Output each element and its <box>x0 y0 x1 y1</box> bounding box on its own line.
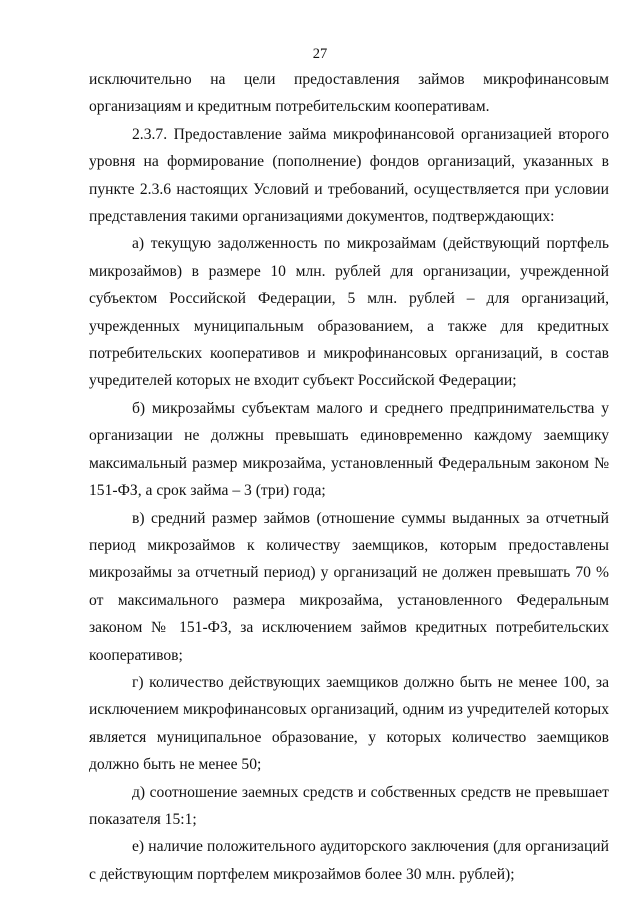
paragraph-continuation-line: исключительно на цели предоставления займов микрофинансовым <box>89 71 609 88</box>
paragraph-continuation: организациям и кредитным потребительским кооперативам. <box>89 98 490 116</box>
page-number: 27 <box>312 46 328 62</box>
paragraph-item-b: б) микрозаймы субъектам малого и среднего предпринимательства у организации не должны превышать единовременно каждому заемщику максимальный размер микрозайма, установленный Федеральным законом № 151-ФЗ, а срок займа – 3 (три) года; <box>89 399 609 500</box>
paragraph-item-g: г) количество действующих заемщиков должно быть не менее 100, за исключением микрофинансовых организаций, одним из учредителей которых является муниципальное образование, у которых количество заемщиков должно быть не менее 50; <box>89 673 609 774</box>
paragraph-item-e: е) наличие положительного аудиторского заключения (для организаций с действующим портфелем микрозаймов более 30 млн. рублей); <box>89 838 609 883</box>
paragraph-2-3-7: 2.3.7. Предоставление займа микрофинансовой организацией второго уровня на формирование (пополнение) фондов организаций, указанных в пункте 2.3.6 настоящих Условий и требований, осуществляется при условии представления такими организациями документов, подтверждающих: <box>89 125 609 226</box>
paragraph-item-a: а) текущую задолженность по микрозаймам (действующий портфель микрозаймов) в размере 10 млн. рублей для организации, учрежденной субъектом Российской Федерации, 5 млн. рублей – для организаций, учрежденных муниципальным образованием, а также для кредитных потребительских кооперативов и микрофинансовых организаций, в состав учредителей которых не входит субъект Российской Федерации; <box>89 235 609 390</box>
document-body <box>89 66 609 888</box>
paragraph-item-d: д) соотношение заемных средств и собственных средств не превышает показателя 15:1; <box>89 783 609 828</box>
paragraph-item-v: в) средний размер займов (отношение суммы выданных за отчетный период микрозаймов к количеству заемщиков, которым предоставлены микрозаймы за отчетный период) у организаций не должен превышать 70 % от максимального размера микрозайма, установленного Федеральным законом № 151-ФЗ, за исключением займов кредитных потребительских кооперативов; <box>89 509 609 664</box>
